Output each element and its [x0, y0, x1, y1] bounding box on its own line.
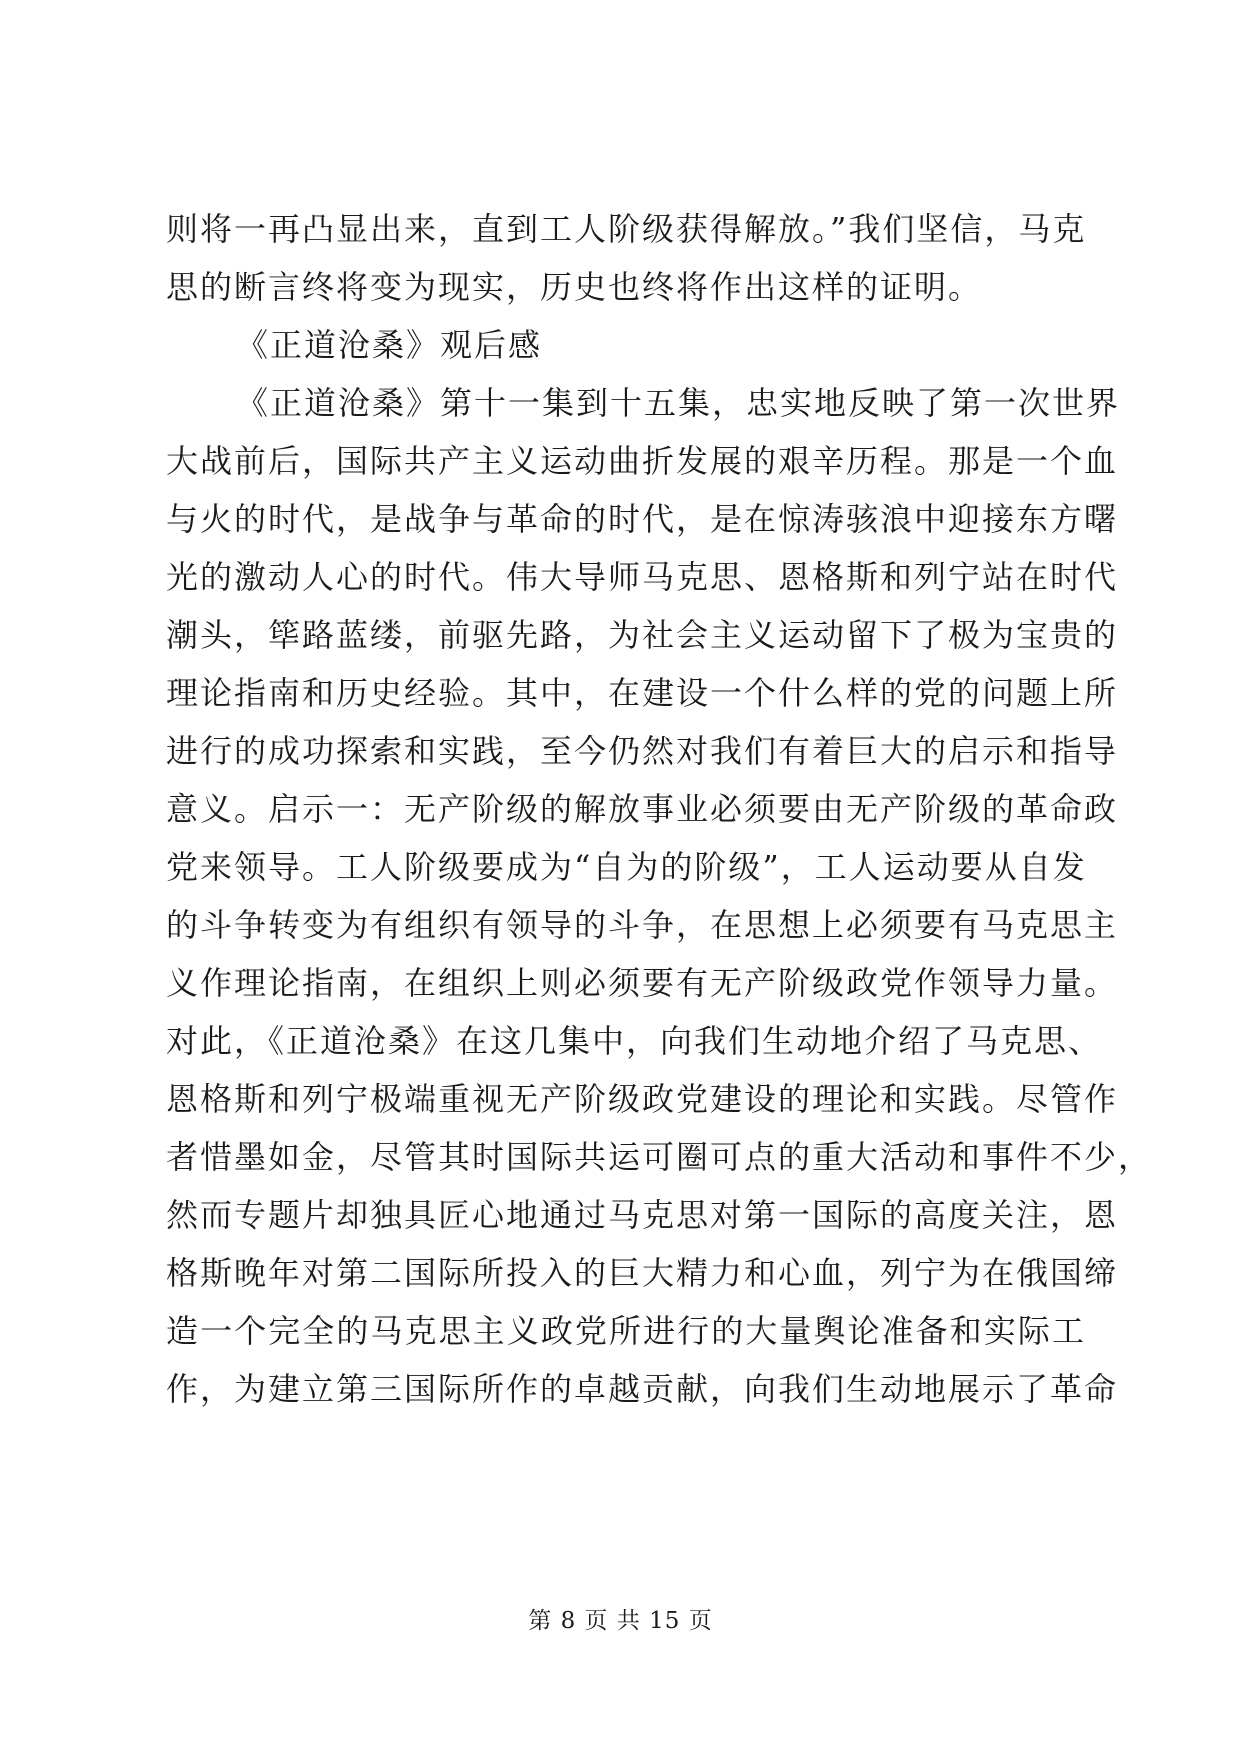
- text-line: 的斗争转变为有组织有领导的斗争，在思想上必须要有马克思主: [166, 906, 1119, 944]
- text-line: 进行的成功探索和实践，至今仍然对我们有着巨大的启示和指导: [166, 732, 1119, 770]
- text-line: 与火的时代，是战争与革命的时代，是在惊涛骇浪中迎接东方曙: [166, 500, 1119, 538]
- text-line: 思的断言终将变为现实，历史也终将作出这样的证明。: [166, 268, 983, 306]
- text-line: 者惜墨如金，尽管其时国际共运可圈可点的重大活动和事件不少，: [166, 1138, 1153, 1176]
- text-line: 造一个完全的马克思主义政党所进行的大量舆论准备和实际工: [166, 1312, 1086, 1350]
- text-line: 则将一再凸显出来，直到工人阶级获得解放。”我们坚信，马克: [166, 210, 1087, 248]
- text-line: 党来领导。工人阶级要成为“自为的阶级”，工人运动要从自发: [166, 848, 1087, 886]
- text-line: 作，为建立第三国际所作的卓越贡献，向我们生动地展示了革命: [166, 1370, 1119, 1408]
- text-line: 对此，《正道沧桑》在这几集中，向我们生动地介绍了马克思、: [166, 1022, 1103, 1060]
- text-line: 然而专题片却独具匠心地通过马克思对第一国际的高度关注，恩: [166, 1196, 1119, 1234]
- text-line: 义作理论指南，在组织上则必须要有无产阶级政党作领导力量。: [166, 964, 1119, 1002]
- text-line: 格斯晚年对第二国际所投入的巨大精力和心血，列宁为在俄国缔: [166, 1254, 1119, 1292]
- text-line: 意义。启示一：无产阶级的解放事业必须要由无产阶级的革命政: [166, 790, 1119, 828]
- body-text: [166, 200, 1153, 1418]
- page-number-footer: 第 8 页 共 15 页: [528, 1608, 713, 1634]
- text-line: 潮头，筚路蓝缕，前驱先路，为社会主义运动留下了极为宝贵的: [166, 616, 1119, 654]
- text-line: 《正道沧桑》第十一集到十五集，忠实地反映了第一次世界: [236, 384, 1121, 422]
- text-line: 大战前后，国际共产主义运动曲折发展的艰辛历程。那是一个血: [166, 442, 1119, 480]
- text-line: 理论指南和历史经验。其中，在建设一个什么样的党的问题上所: [166, 674, 1119, 712]
- section-title: 《正道沧桑》观后感: [236, 326, 543, 364]
- text-line: 恩格斯和列宁极端重视无产阶级政党建设的理论和实践。尽管作: [166, 1080, 1119, 1118]
- text-line: 光的激动人心的时代。伟大导师马克思、恩格斯和列宁站在时代: [166, 558, 1119, 596]
